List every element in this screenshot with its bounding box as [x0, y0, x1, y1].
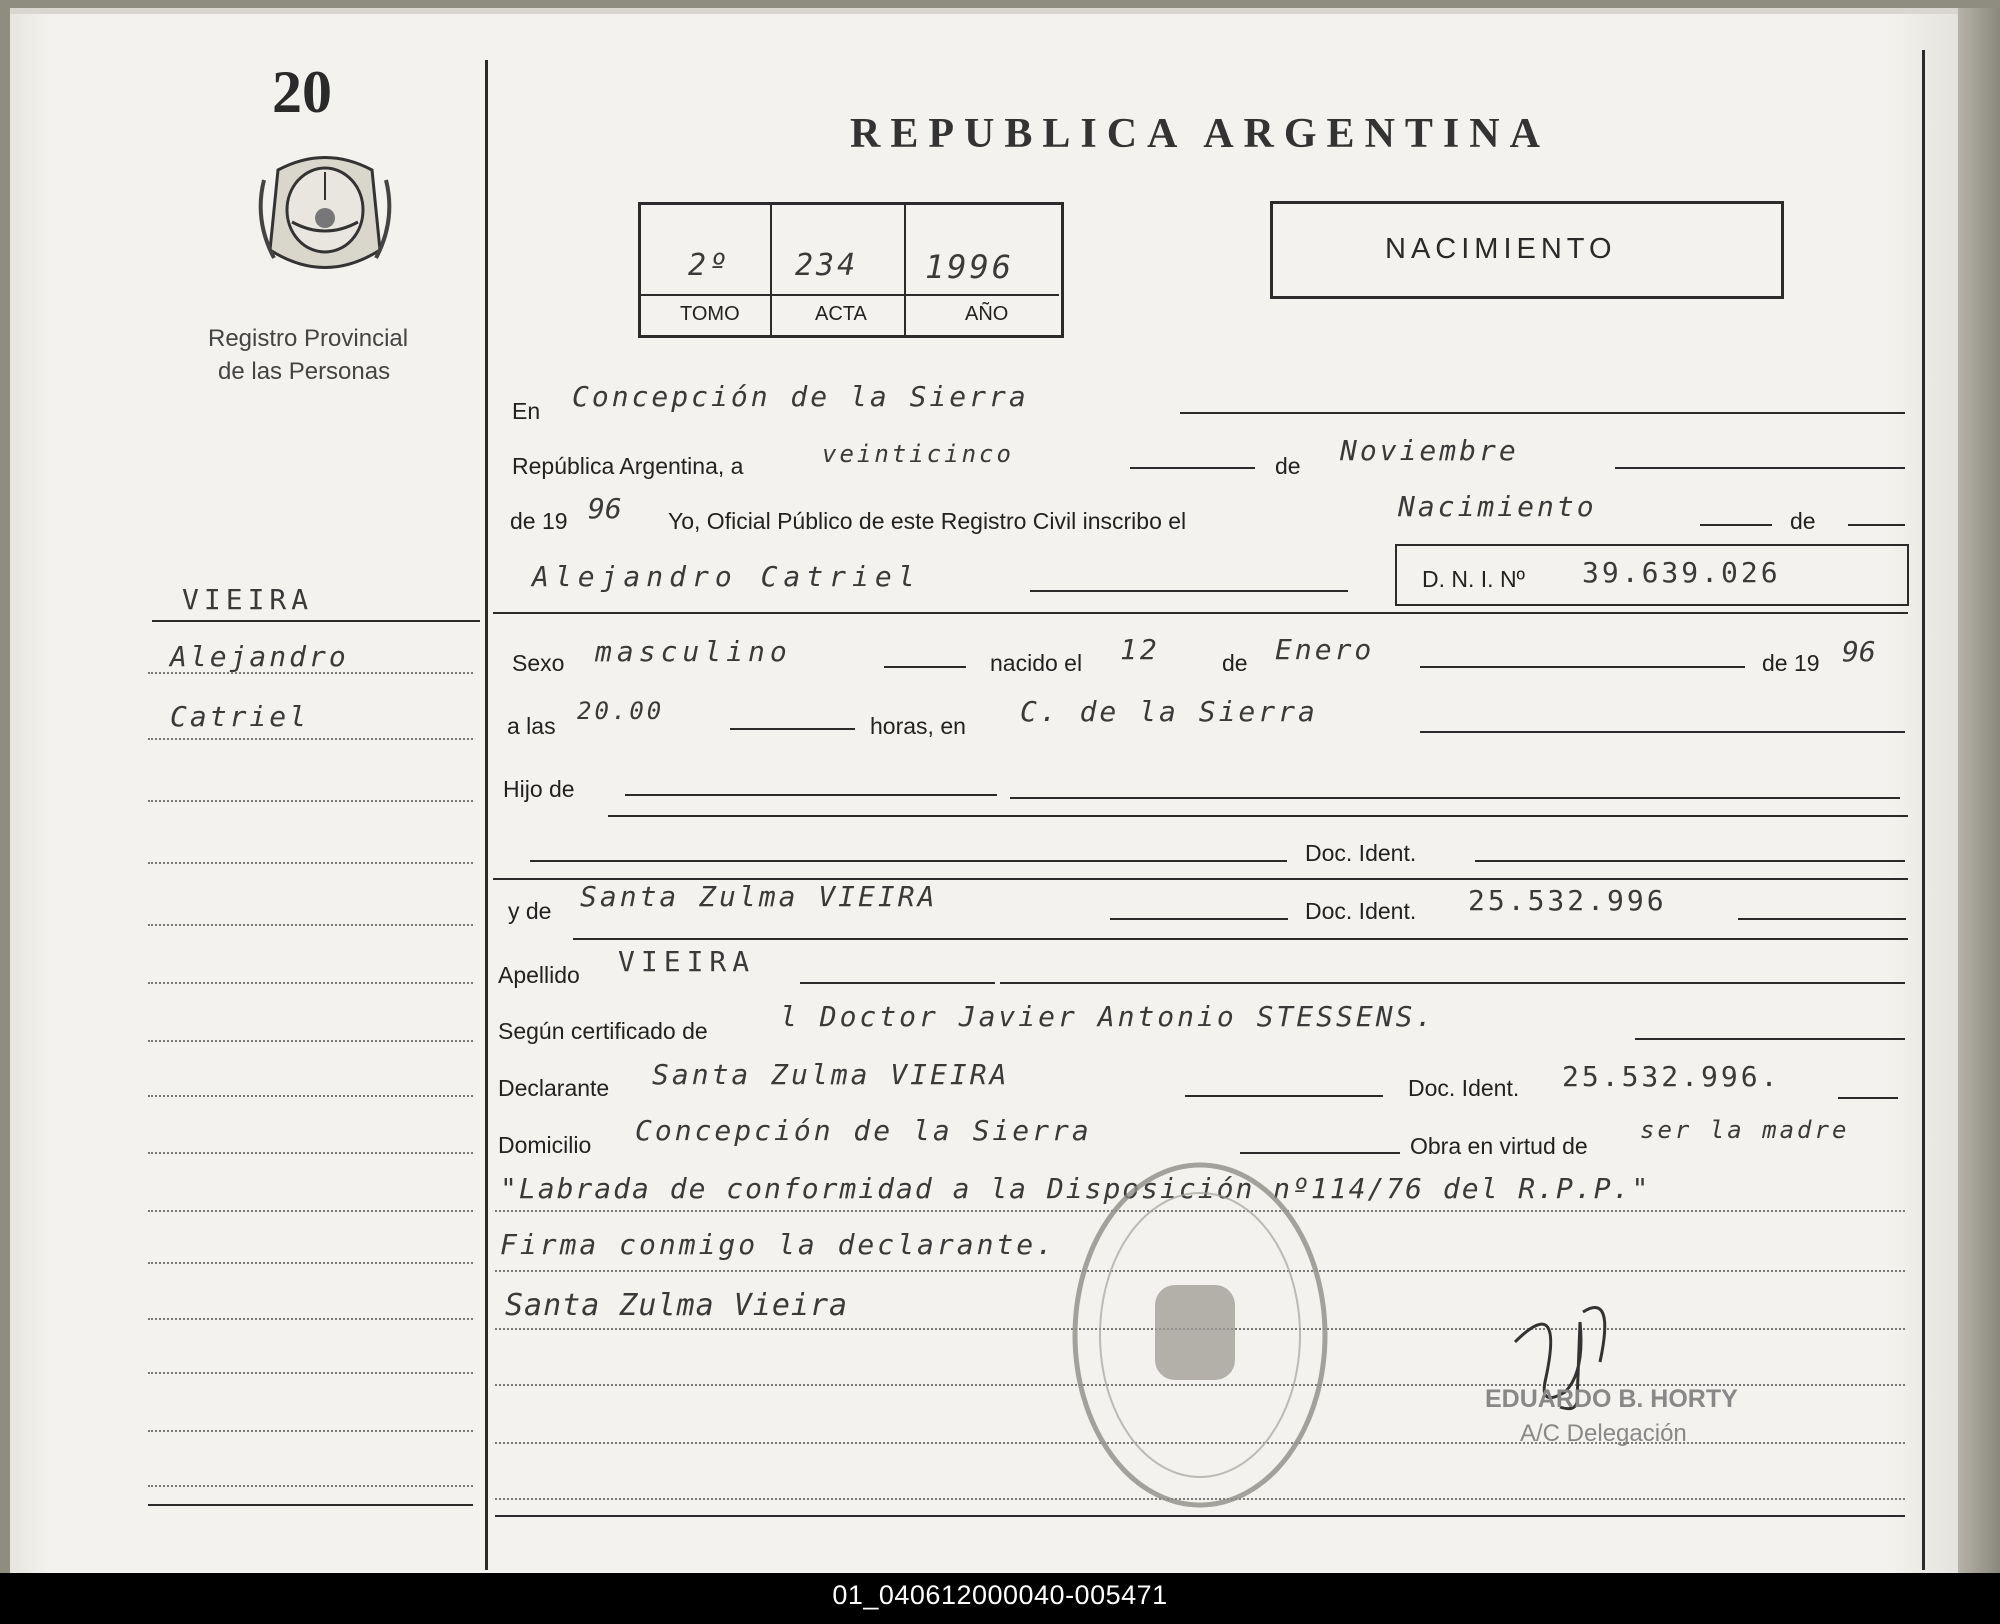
sexo-label: Sexo: [512, 650, 565, 676]
form-rule: [625, 794, 997, 796]
declarante-value: Santa Zulma VIEIRA: [652, 1058, 1010, 1091]
form-rule: [1420, 731, 1905, 733]
margin-dotted-line: [148, 982, 473, 984]
declarant-signature: Santa Zulma Vieira: [505, 1288, 849, 1323]
certificate-by-value: l Doctor Javier Antonio STESSENS.: [780, 1000, 1436, 1033]
declarante-label: Declarante: [498, 1075, 610, 1101]
year-suffix-value: 96: [588, 492, 622, 525]
margin-dotted-line: [148, 924, 473, 926]
form-rule: [1180, 412, 1905, 414]
page-right-border: [1922, 50, 1925, 1570]
tomo-label: TOMO: [680, 303, 740, 325]
oficial-label: Yo, Oficial Público de este Registro Civil inscribo el: [668, 508, 1187, 534]
footer-code: 01_040612000040-005471: [832, 1580, 1168, 1610]
apellido-value: VIEIRA: [618, 945, 756, 978]
month-value: Noviembre: [1340, 434, 1519, 467]
a-las-label: a las: [507, 713, 556, 739]
dni-value: 39.639.026: [1582, 556, 1781, 589]
birth-month-value: Enero: [1275, 633, 1375, 666]
hijo-label: Hijo de: [503, 776, 575, 802]
de-label-3: de: [1222, 650, 1248, 676]
form-rule: [1130, 467, 1255, 469]
margin-dotted-line: [148, 1372, 473, 1374]
horas-label: horas, en: [870, 713, 966, 739]
obra-label: Obra en virtud de: [1410, 1133, 1588, 1159]
note-disposicion: "Labrada de conformidad a la Disposición nº114/76 del R.P.P.": [500, 1172, 1651, 1205]
form-rule: [1700, 524, 1772, 526]
domicilio-value: Concepción de la Sierra: [635, 1114, 1092, 1147]
birth-place-value: C. de la Sierra: [1020, 695, 1318, 728]
acta-value: 234: [795, 248, 859, 283]
birth-time-value: 20.00: [577, 697, 665, 725]
form-rule: [1010, 797, 1900, 799]
table-divider: [641, 294, 1059, 296]
form-rule: [1420, 666, 1745, 668]
de-label: de: [1275, 453, 1301, 479]
table-divider: [770, 205, 772, 335]
doc-ident-label-mother: Doc. Ident.: [1305, 898, 1417, 924]
margin-dotted-line: [148, 1152, 473, 1154]
margin-dotted-line: [148, 1210, 473, 1212]
country-heading: REPUBLICA ARGENTINA: [850, 111, 1550, 157]
form-rule: [1848, 524, 1905, 526]
form-rule: [1615, 467, 1905, 469]
official-stamp-icon: [1055, 1150, 1345, 1520]
form-rule: [1475, 860, 1905, 862]
registry-name-line2: de las Personas: [218, 358, 391, 385]
birth-year-suffix-value: 96: [1842, 635, 1876, 668]
de-label-2: de: [1790, 508, 1816, 534]
dni-label: D. N. I. Nº: [1422, 566, 1525, 592]
form-rule: [800, 982, 995, 984]
place-value: Concepción de la Sierra: [572, 380, 1029, 413]
form-rule: [608, 815, 1908, 817]
y-de-label: y de: [508, 898, 552, 924]
margin-dotted-line: [148, 672, 473, 674]
mother-name-value: Santa Zulma VIEIRA: [580, 880, 938, 913]
form-rule: [493, 612, 1908, 614]
segun-label: Según certificado de: [498, 1018, 708, 1044]
nacido-label: nacido el: [990, 650, 1083, 676]
day-words-value: veinticinco: [822, 440, 1014, 468]
margin-given-name-1: Alejandro: [170, 640, 349, 673]
margin-dotted-line: [148, 1318, 473, 1320]
margin-dotted-line: [148, 1430, 473, 1432]
de1996-label: de 19: [1762, 650, 1820, 676]
book-edge: [1958, 8, 2000, 1573]
margin-given-name-2: Catriel: [170, 700, 310, 733]
margin-divider-bottom: [148, 1504, 473, 1506]
margin-dotted-line: [148, 738, 473, 740]
form-rule: [1185, 1095, 1383, 1097]
table-divider: [904, 205, 906, 335]
mother-doc-value: 25.532.996: [1468, 884, 1667, 917]
form-rule: [1738, 918, 1906, 920]
official-name: EDUARDO B. HORTY: [1485, 1385, 1738, 1413]
apellido-label: Apellido: [498, 962, 580, 988]
page-number: 20: [272, 59, 332, 125]
provincial-seal-icon: [250, 140, 400, 290]
margin-surname: VIEIRA: [182, 583, 314, 616]
record-type-label: NACIMIENTO: [1385, 233, 1617, 265]
domicilio-label: Domicilio: [498, 1132, 592, 1158]
form-rule: [1030, 590, 1348, 592]
form-rule: [1000, 982, 1905, 984]
de19-label: de 19: [510, 508, 568, 534]
act-type-value: Nacimiento: [1398, 490, 1597, 523]
obra-value: ser la madre: [1640, 1116, 1850, 1144]
republica-label: República Argentina, a: [512, 453, 744, 479]
acta-label: ACTA: [815, 303, 867, 325]
form-rule: [1635, 1038, 1905, 1040]
margin-dotted-line: [148, 1040, 473, 1042]
form-rule: [884, 666, 966, 668]
doc-ident-label-father: Doc. Ident.: [1305, 840, 1417, 866]
margin-dotted-line: [148, 1262, 473, 1264]
margin-dotted-line: [148, 862, 473, 864]
note-firma: Firma conmigo la declarante.: [500, 1228, 1057, 1261]
margin-dotted-line: [148, 1095, 473, 1097]
anio-label: AÑO: [965, 303, 1009, 325]
en-label: En: [512, 398, 541, 424]
form-rule: [530, 860, 1287, 862]
form-rule: [1110, 918, 1288, 920]
sexo-value: masculino: [595, 635, 792, 668]
tomo-value: 2º: [688, 248, 731, 283]
form-rule: [730, 728, 855, 730]
margin-divider-top: [152, 620, 480, 622]
anio-value: 1996: [925, 248, 1015, 286]
form-rule: [1838, 1097, 1898, 1099]
official-title: A/C Delegación: [1520, 1420, 1687, 1447]
form-rule: [573, 938, 1908, 940]
child-name-value: Alejandro Catriel: [532, 560, 921, 593]
declarante-doc-value: 25.532.996.: [1562, 1060, 1781, 1093]
margin-dotted-line: [148, 1485, 473, 1487]
doc-ident-label-declarante: Doc. Ident.: [1408, 1075, 1520, 1101]
margin-dotted-line: [148, 800, 473, 802]
column-divider: [485, 60, 488, 1570]
registry-name-line1: Registro Provincial: [208, 325, 409, 352]
birth-day-value: 12: [1120, 633, 1160, 666]
